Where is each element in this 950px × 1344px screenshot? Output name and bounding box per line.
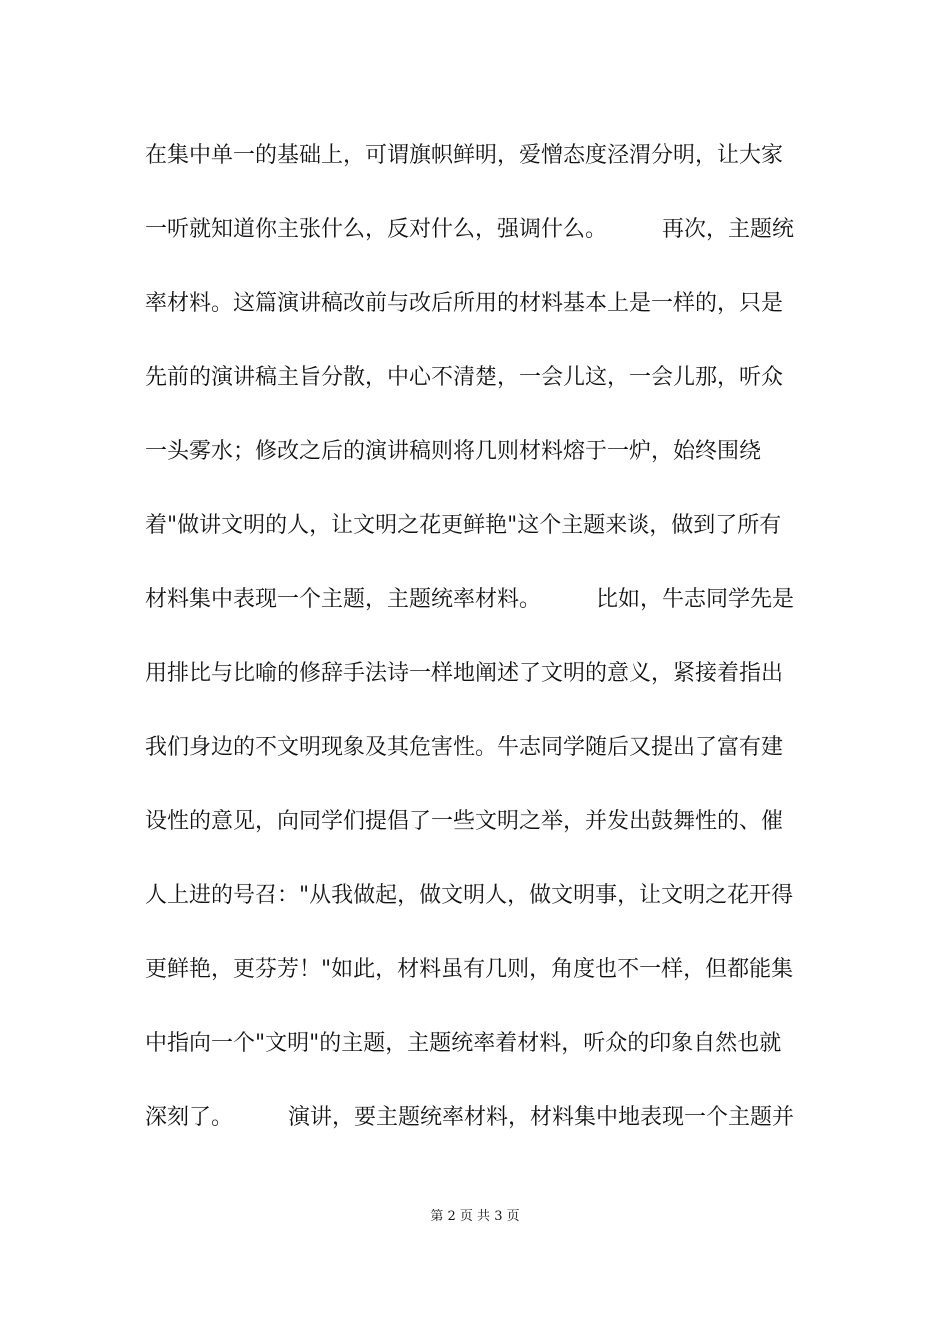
text-line: 着"做讲文明的人，让文明之花更鲜艳"这个主题来谈，做到了所有 bbox=[145, 513, 782, 538]
text-line: 率材料。这篇演讲稿改前与改后所用的材料基本上是一样的，只是 bbox=[145, 291, 784, 316]
text-line: 用排比与比喻的修辞手法诗一样地阐述了文明的意义，紧接着指出 bbox=[145, 661, 784, 686]
text-line: 在集中单一的基础上，可谓旗帜鲜明，爱憎态度泾渭分明，让大家 bbox=[145, 143, 784, 168]
text-line: 材料集中表现一个主题，主题统率材料。 比如，牛志同学先是 bbox=[145, 587, 795, 612]
text-line: 先前的演讲稿主旨分散，中心不清楚，一会儿这，一会儿那，听众 bbox=[145, 365, 784, 390]
text-line: 更鲜艳，更芬芳！"如此，材料虽有几则，角度也不一样，但都能集 bbox=[145, 957, 794, 982]
text-line: 人上进的号召："从我做起，做文明人，做文明事，让文明之花开得 bbox=[145, 883, 794, 908]
page-number-footer: 第 2 页 共 3 页 bbox=[430, 1209, 520, 1224]
text-line: 一头雾水；修改之后的演讲稿则将几则材料熔于一炉，始终围绕 bbox=[145, 439, 762, 464]
text-line: 我们身边的不文明现象及其危害性。牛志同学随后又提出了富有建 bbox=[145, 735, 784, 760]
text-line: 中指向一个"文明"的主题，主题统率着材料，听众的印象自然也就 bbox=[145, 1031, 782, 1056]
text-line: 一听就知道你主张什么，反对什么，强调什么。 再次，主题统 bbox=[145, 217, 795, 242]
text-line: 设性的意见，向同学们提倡了一些文明之举，并发出鼓舞性的、催 bbox=[145, 809, 784, 834]
text-line: 深刻了。 演讲，要主题统率材料，材料集中地表现一个主题并 bbox=[145, 1105, 795, 1130]
body-text bbox=[145, 136, 810, 1172]
